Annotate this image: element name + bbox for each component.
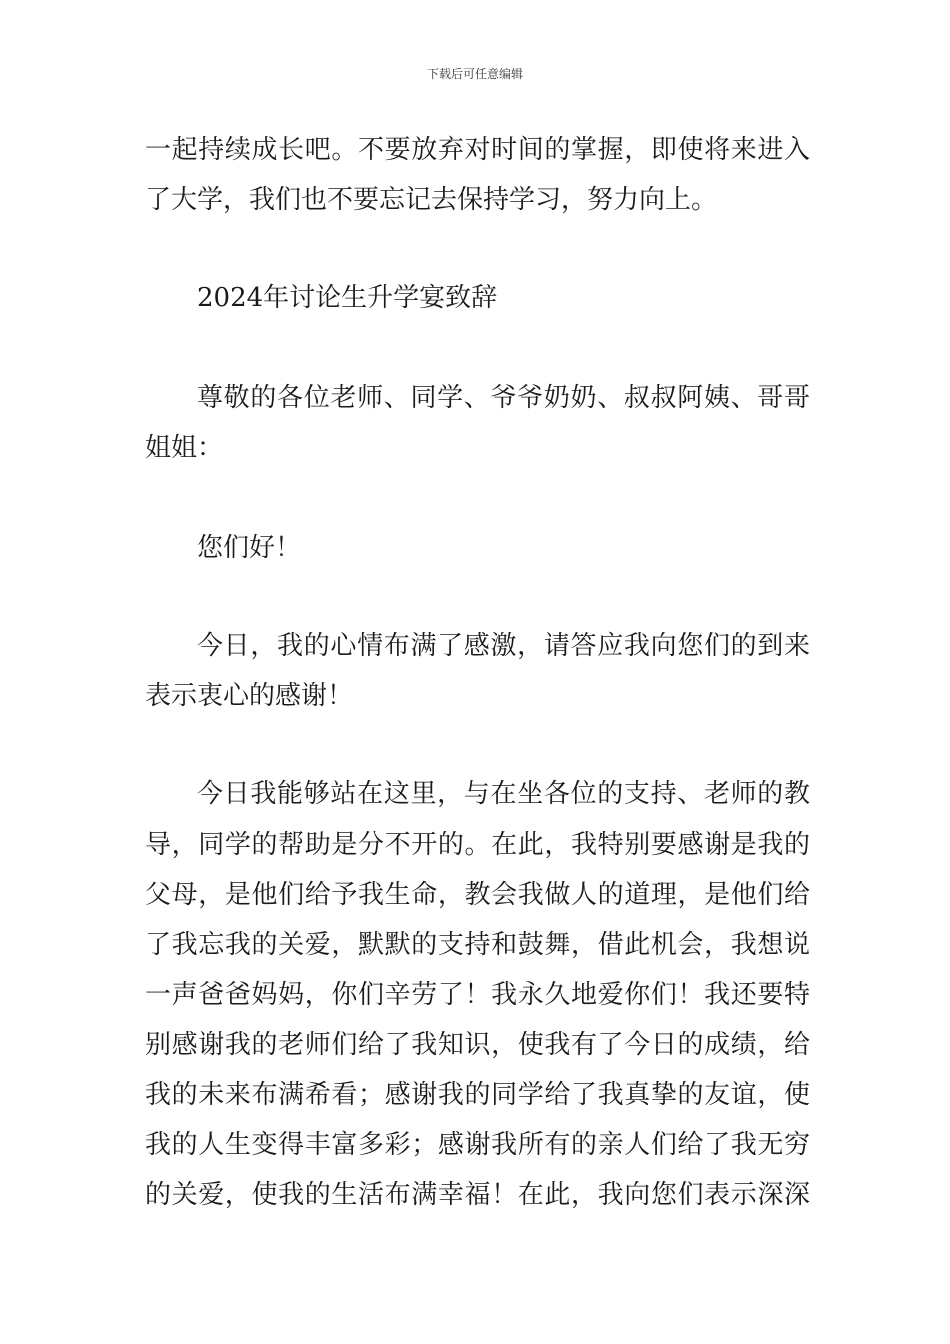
text-line: 今日我能够站在这里，与在坐各位的支持、老师的教	[197, 779, 810, 809]
text-line: 了我忘我的关爱，默默的支持和鼓舞，借此机会，我想说	[145, 930, 810, 960]
text-line: 了大学，我们也不要忘记去保持学习，努力向上。	[145, 185, 718, 215]
section-title: 2024年讨论生升学宴致辞	[197, 283, 498, 313]
text-line: 姐姐：	[145, 433, 224, 463]
text-line: 导，同学的帮助是分不开的。在此，我特别要感谢是我的	[145, 830, 810, 860]
text-line: 一声爸爸妈妈，你们辛劳了！我永久地爱你们！我还要特	[145, 980, 810, 1010]
text-line: 的关爱，使我的生活布满幸福！在此，我向您们表示深深	[145, 1180, 810, 1210]
text-line: 父母，是他们给予我生命，教会我做人的道理，是他们给	[145, 880, 810, 910]
text-line: 尊敬的各位老师、同学、爷爷奶奶、叔叔阿姨、哥哥	[197, 383, 810, 413]
text-line: 一起持续成长吧。不要放弃对时间的掌握，即使将来进入	[145, 135, 810, 165]
text-line: 您们好！	[197, 533, 302, 563]
text-line: 表示衷心的感谢！	[145, 681, 354, 711]
text-line: 今日，我的心情布满了感激，请答应我向您们的到来	[197, 631, 810, 661]
page-header: 下载后可任意编辑	[426, 67, 523, 81]
text-line: 我的未来布满希看；感谢我的同学给了我真挚的友谊，使	[145, 1080, 810, 1110]
text-line: 我的人生变得丰富多彩；感谢我所有的亲人们给了我无穷	[145, 1130, 810, 1160]
text-line: 别感谢我的老师们给了我知识，使我有了今日的成绩，给	[145, 1030, 810, 1060]
